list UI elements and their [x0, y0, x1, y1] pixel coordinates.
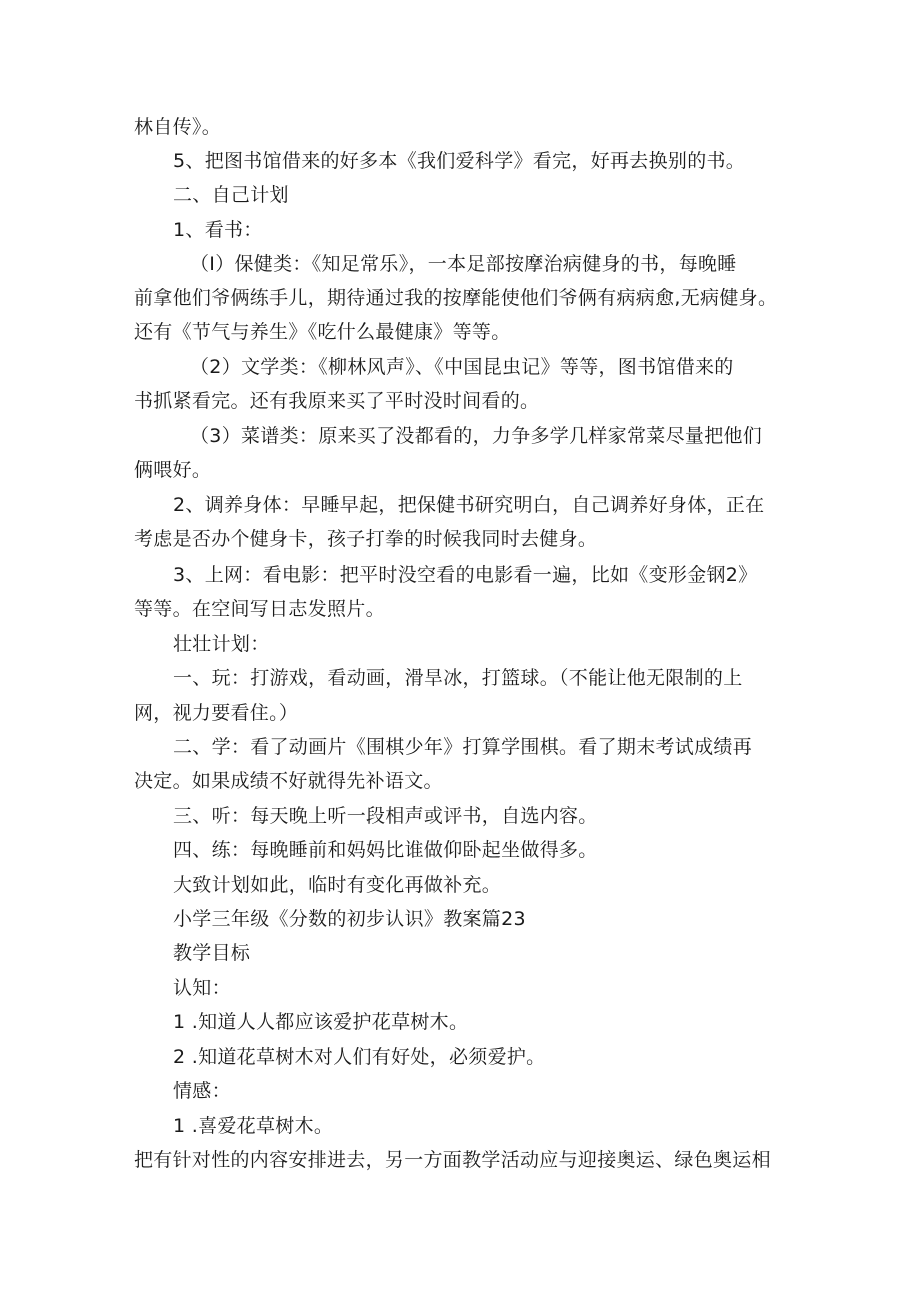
- text-line: （3）菜谱类：原来买了没都看的，力争多学几样家常菜尽量把他们: [190, 425, 763, 447]
- text-line: 5、把图书馆借来的好多本《我们爱科学》看完，好再去换别的书。: [173, 150, 746, 172]
- text-line: 2、调养身体：早睡早起，把保健书研究明白，自己调养好身体，正在: [173, 494, 765, 516]
- text-line: 大致计划如此，临时有变化再做补充。: [173, 874, 502, 896]
- text-line: 认知：: [173, 977, 231, 999]
- text-line: 一、玩：打游戏，看动画，滑旱冰，打篮球。（不能让他无限制的上: [173, 667, 743, 689]
- list-item: 1 .知道人人都应该爱护花草树木。: [173, 1011, 469, 1033]
- text-line: 书抓紧看完。还有我原来买了平时没时间看的。: [134, 390, 540, 412]
- section-heading: 二、自己计划: [173, 184, 289, 206]
- text-line: 四、练：每晚睡前和妈妈比谁做仰卧起坐做得多。: [173, 839, 598, 861]
- text-line: 三、听：每天晚上听一段相声或评书，自选内容。: [173, 805, 598, 827]
- section-heading: 教学目标: [173, 942, 251, 964]
- text-line: 前拿他们爷俩练手儿，期待通过我的按摩能使他们爷俩有病病愈,无病健身。: [134, 287, 778, 309]
- section-heading: 壮壮计划：: [173, 633, 270, 655]
- text-line: 把有针对性的内容安排进去，另一方面教学活动应与迎接奥运、绿色奥运相: [134, 1149, 771, 1171]
- text-line: 等等。在空间写日志发照片。: [134, 598, 385, 620]
- list-item: 1 .喜爱花草树木。: [173, 1115, 334, 1137]
- text-line: 俩喂好。: [134, 459, 212, 481]
- text-line: 还有《节气与养生》《吃什么最健康》等等。: [134, 321, 511, 343]
- text-line: 1、看书：: [173, 219, 263, 241]
- text-line: 林自传》。: [134, 116, 222, 138]
- text-line: 决定。如果成绩不好就得先补语文。: [134, 770, 443, 792]
- text-line: （2）文学类：《柳林风声》、《中国昆虫记》等等，图书馆借来的: [190, 356, 734, 378]
- text-line: 3、上网：看电影：把平时没空看的电影看一遍，比如《变形金钢2》: [173, 564, 758, 586]
- text-line: 二、学：看了动画片《围棋少年》打算学围棋。看了期末考试成绩再: [173, 736, 753, 758]
- text-line: 网，视力要看住。）: [134, 702, 299, 724]
- text-line: 情感：: [173, 1080, 231, 1102]
- section-heading: 小学三年级《分数的初步认识》教案篇23: [173, 908, 526, 930]
- text-line: （I）保健类：《知足常乐》，一本足部按摩治病健身的书，每晚睡: [190, 253, 737, 275]
- text-line: 考虑是否办个健身卡，孩子打拳的时候我同时去健身。: [134, 528, 598, 550]
- list-item: 2 .知道花草树木对人们有好处，必须爱护。: [173, 1046, 546, 1068]
